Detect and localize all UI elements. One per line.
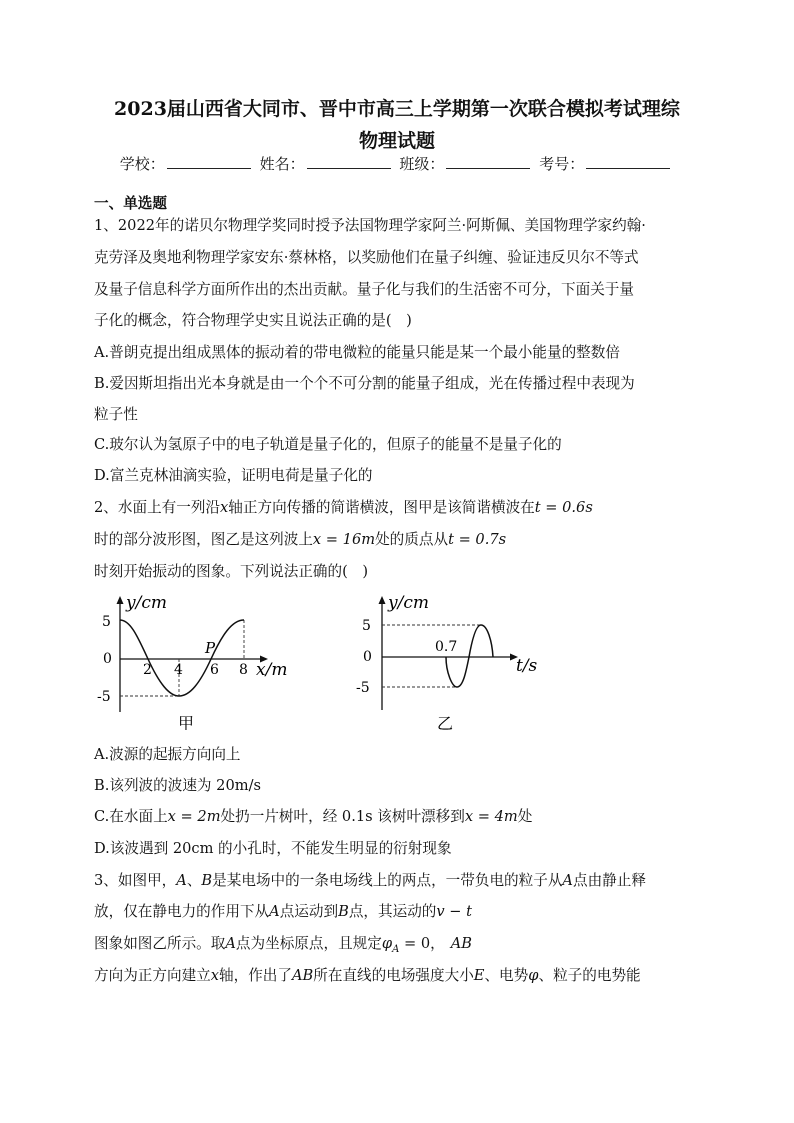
fig-a-ytick-5: 5 bbox=[102, 614, 111, 630]
fig-a-xtick-4: 4 bbox=[174, 662, 183, 678]
q1-option-a: A.普朗克提出组成黑体的振动着的带电微粒的能量只能是某一个最小能量的整数倍 bbox=[94, 344, 620, 361]
exam-title-line1: 2023届山西省大同市、晋中市高三上学期第一次联合模拟考试理综 bbox=[114, 98, 680, 120]
q1-stem-line: 及量子信息科学方面所作出的杰出贡献。量子化与我们的生活密不可分，下面关于量 bbox=[94, 281, 634, 298]
number-label: 考号： bbox=[539, 155, 585, 173]
q1-stem-line: 克劳泽及奥地利物理学家安东·蔡林格，以奖励他们在量子纠缠、验证违反贝尔不等式 bbox=[94, 249, 639, 266]
q3-stem-line4: 方向为正方向建立x轴，作出了AB所在直线的电场强度大小E、电势φ、粒子的电势能 bbox=[94, 967, 641, 984]
class-field[interactable] bbox=[446, 153, 530, 169]
name-field[interactable] bbox=[307, 153, 391, 169]
fig-a-xtick-2: 2 bbox=[143, 662, 152, 678]
q3-stem-line2: 放，仅在静电力的作用下从A点运动到B点，其运动的v − t bbox=[94, 903, 473, 920]
fig-b-caption: 乙 bbox=[437, 714, 454, 730]
q1-option-b-cont: 粒子性 bbox=[94, 406, 138, 423]
fig-b-ytick-neg5: -5 bbox=[356, 680, 370, 696]
fig-a-xtick-6: 6 bbox=[210, 662, 219, 678]
number-field[interactable] bbox=[586, 153, 670, 169]
exam-title-line2: 物理试题 bbox=[358, 130, 435, 152]
q1-option-c: C.玻尔认为氢原子中的电子轨道是量子化的，但原子的能量不是量子化的 bbox=[94, 436, 562, 453]
fig-b-t-label: 0.7 bbox=[435, 639, 458, 655]
fig-a-ytick-neg5: -5 bbox=[97, 689, 111, 705]
q2-stem-line3: 时刻开始振动的图象。下列说法正确的( ) bbox=[94, 563, 369, 580]
wave-figure-jia bbox=[92, 590, 312, 730]
q1-stem-line: 1、2022年的诺贝尔物理学奖同时授予法国物理学家阿兰·阿斯佩、美国物理学家约翰· bbox=[94, 217, 646, 234]
q2-option-b: B.该列波的波速为 20m/s bbox=[94, 777, 261, 794]
q2-option-a: A.波源的起振方向向上 bbox=[94, 746, 241, 763]
fig-a-xlabel: x/m bbox=[256, 660, 288, 680]
fig-a-caption: 甲 bbox=[178, 714, 195, 730]
q3-stem-line1: 3、如图甲，A、B是某电场中的一条电场线上的两点，一带负电的粒子从A点由静止释 bbox=[94, 872, 646, 889]
fig-b-ytick-5: 5 bbox=[362, 618, 371, 634]
fig-b-xlabel: t/s bbox=[516, 656, 538, 676]
school-label: 学校： bbox=[119, 155, 165, 173]
school-field[interactable] bbox=[167, 153, 251, 169]
fig-a-xtick-8: 8 bbox=[239, 662, 248, 678]
fig-b-ytick-0: 0 bbox=[363, 649, 372, 665]
name-label: 姓名： bbox=[259, 155, 305, 173]
class-label: 班级： bbox=[399, 155, 445, 173]
q2-option-d: D.该波遇到 20cm 的小孔时，不能发生明显的衍射现象 bbox=[94, 840, 452, 857]
vibration-figure-yi bbox=[342, 590, 552, 730]
q2-stem-line1: 2、水面上有一列沿x轴正方向传播的简谐横波，图甲是该简谐横波在t = 0.6s bbox=[94, 499, 593, 516]
q1-option-d: D.富兰克林油滴实验，证明电荷是量子化的 bbox=[94, 467, 373, 484]
q2-option-c: C.在水面上x = 2m处扔一片树叶，经 0.1s 该树叶漂移到x = 4m处 bbox=[94, 808, 533, 825]
fig-a-ytick-0: 0 bbox=[103, 651, 112, 667]
q1-stem-line: 子化的概念，符合物理学史实且说法正确的是( ) bbox=[94, 312, 412, 329]
student-info-row bbox=[0, 153, 794, 175]
fig-a-point-p: P bbox=[205, 639, 216, 657]
q1-option-b: B.爱因斯坦指出光本身就是由一个个不可分割的能量子组成，光在传播过程中表现为 bbox=[94, 375, 635, 392]
q3-stem-line3: 图象如图乙所示。取A点为坐标原点，且规定$\varphi_A = 0$， AB bbox=[94, 935, 472, 955]
section-heading: 一、单选题 bbox=[94, 195, 167, 212]
fig-a-ylabel: y/cm bbox=[126, 593, 167, 613]
fig-b-ylabel: y/cm bbox=[388, 593, 429, 613]
q2-stem-line2: 时的部分波形图，图乙是这列波上x = 16m处的质点从t = 0.7s bbox=[94, 531, 507, 548]
